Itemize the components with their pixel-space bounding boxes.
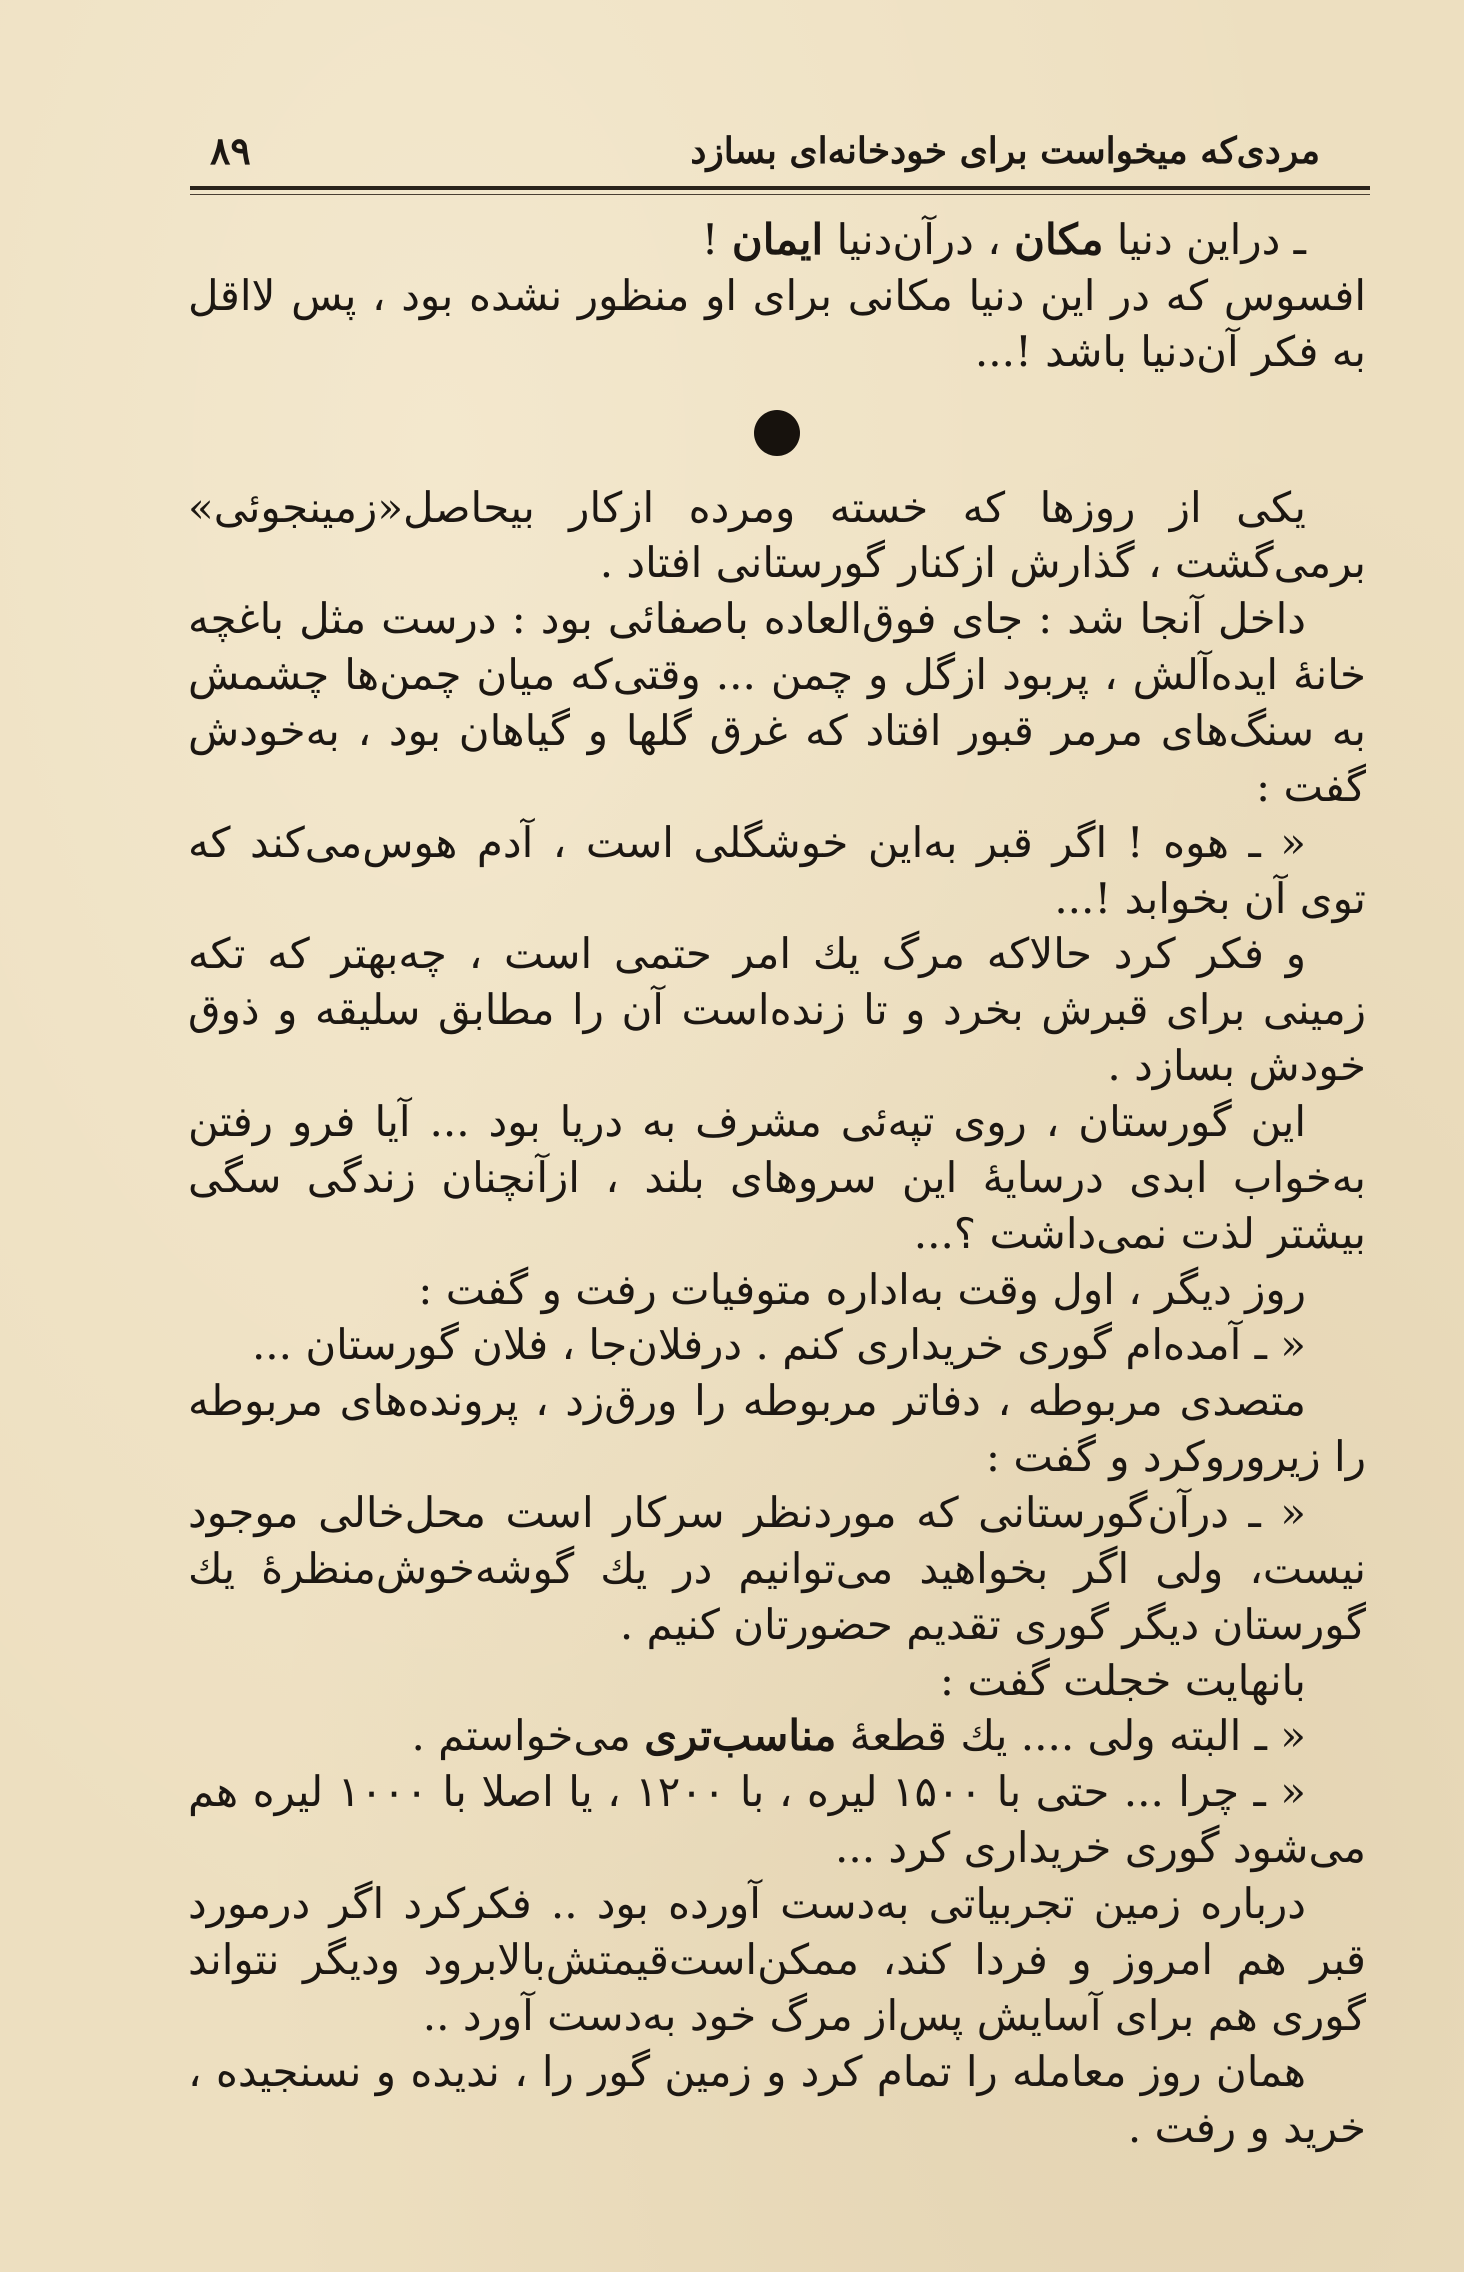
paragraph-5: « ـ هوه ! اگر قبر به‌این خوشگلی است ، آدم هوس‌می‌کند که توی آن بخوابد !...: [188, 817, 1366, 923]
paragraph-1: [188, 212, 1366, 268]
section-bullet-icon: [754, 410, 800, 456]
paragraph-16: همان روز معامله را تمام کرد و زمین گور را ، ندیده و نسنجیده ، خرید و رفت .: [188, 2046, 1366, 2152]
text-run: « ـ البته ولی .... یك قطعهٔ: [836, 1711, 1306, 1761]
header-rule: [190, 186, 1370, 190]
paragraph-14: « ـ چرا ... حتی با ۱۵۰۰ لیره ، با ۱۲۰۰ ، یا اصلا با ۱۰۰۰ لیره هم می‌شود گوری خریداری کرد ...: [188, 1767, 1366, 1873]
page-header: [190, 118, 1320, 188]
text-run: !: [701, 215, 732, 264]
paragraph-9: « ـ آمده‌ام گوری خریداری کنم . درفلان‌جا ، فلان گورستان ...: [251, 1320, 1306, 1370]
emphasis-monasebtari: مناسب‌تری: [644, 1711, 837, 1761]
text-run: ، درآن‌دنیا: [823, 215, 1015, 264]
emphasis-makan: مکان: [1014, 215, 1104, 264]
emphasis-iman: ایمان: [731, 215, 824, 264]
paragraph-12: بانهایت خجلت گفت :: [939, 1655, 1306, 1705]
paragraph-7: این گورستان ، روی تپه‌ئی مشرف به دریا بود ... آیا فرو رفتن به‌خواب ابدی درسایهٔ این سروهای بلند ، ازآنچنان زندگی سگی بیشتر لذت نمی‌داشت ؟...: [188, 1097, 1366, 1258]
paragraph-15: درباره زمین تجربیاتی به‌دست آورده بود .. فکرکرد اگر درمورد قبر هم امروز و فردا کند، ممکن‌است‌قیمتش‌بالابرود ودیگر نتواند گوری هم برای آسایش پس‌از مرگ خود به‌دست آورد ..: [188, 1879, 1366, 2040]
paragraph-6: و فکر کرد حالاکه مرگ یك امر حتمی است ، چه‌بهتر که تکه زمینی برای قبرش بخرد و تا زنده‌است آن را مطابق سلیقه و ذوق خودش بسازد .: [188, 929, 1366, 1091]
paragraph-4: داخل آنجا شد : جای فوق‌العاده باصفائی بود : درست مثل باغچه خانهٔ ایده‌آلش ، پربود ازگل و چمن ... وقتی‌که میان چمن‌ها چشمش به سنگ‌های مرمر قبور افتاد که غرق گلها و گیاهان بود ، به‌خودش گفت :: [188, 594, 1366, 811]
paragraph-2: افسوس که در این دنیا مکانی برای او منظور نشده بود ، پس لااقل به فکر آن‌دنیا باشد !...: [188, 270, 1366, 376]
header-rule-thin: [190, 194, 1370, 195]
paragraph-10: متصدی مربوطه ، دفاتر مربوطه را ورق‌زد ، پرونده‌های مربوطه را زیرورو‌کرد و گفت :: [188, 1376, 1366, 1482]
page-number: ۸۹: [210, 128, 251, 173]
paragraph-13: [188, 1708, 1366, 1764]
text-run: می‌خواستم .: [411, 1711, 645, 1761]
paragraph-11: « ـ درآن‌گورستانی که موردنظر سرکار است محل‌خالی موجود نیست، ولی اگر بخواهید می‌توانیم در یك گوشه‌خوش‌منظرهٔ یك گورستان دیگر گوری تقدیم حضورتان کنیم .: [188, 1488, 1366, 1649]
paragraph-8: روز دیگر ، اول وقت به‌اداره متوفیات رفت و گفت :: [418, 1264, 1306, 1314]
running-title: مردی‌که میخواست برای خودخانه‌ای بسازد: [690, 130, 1320, 172]
text-run: ـ دراین دنیا: [1103, 215, 1306, 264]
paragraph-3: یکی از روزها که خسته ومرده ازکار بیحاصل«زمینجوئی» برمی‌گشت ، گذارش ازکنار گورستانی افتاد .: [188, 482, 1366, 588]
body-text: [188, 212, 1366, 2172]
